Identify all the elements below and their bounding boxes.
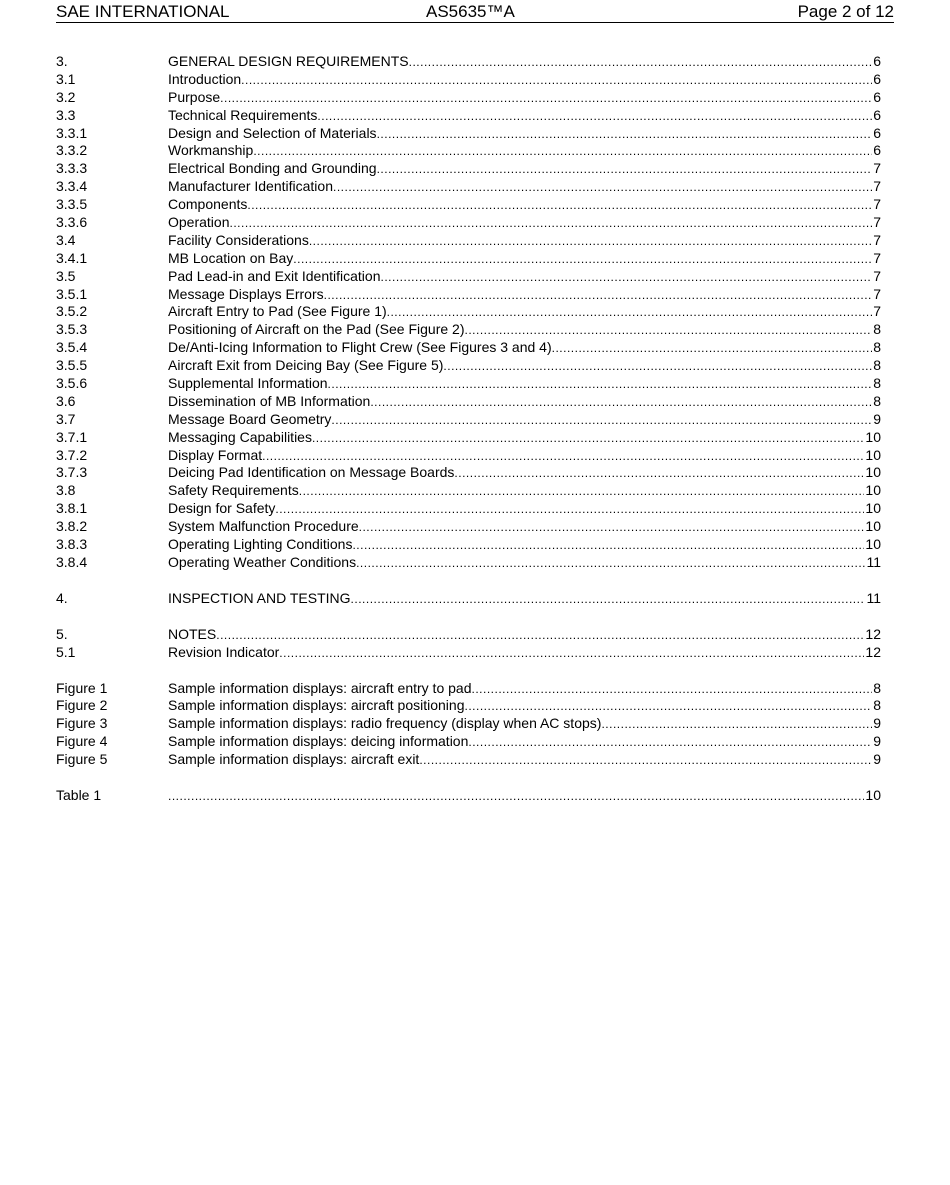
toc-entry-number: 3.3.6 [56, 214, 88, 231]
toc-entry-title: System Malfunction Procedure [168, 518, 359, 535]
toc-entry[interactable] [56, 214, 881, 232]
toc-entry-page: 9 [873, 410, 881, 427]
dot-leader [216, 627, 864, 645]
dot-leader [309, 233, 872, 251]
toc-entry[interactable] [56, 250, 881, 268]
dot-leader [471, 681, 872, 699]
toc-entry-page: 8 [873, 357, 881, 374]
toc-entry-line [168, 715, 881, 734]
toc-entry-page: 11 [866, 553, 881, 570]
toc-entry-line [168, 107, 881, 126]
dot-leader [351, 591, 866, 609]
dot-leader [370, 394, 872, 412]
dot-leader [293, 251, 872, 269]
dot-leader [352, 537, 864, 555]
org-name: SAE INTERNATIONAL [56, 2, 230, 21]
toc-entry-number: 3.8 [56, 482, 76, 499]
toc-entry-number: 3.5.3 [56, 321, 88, 338]
toc-entry-title: Manufacturer Identification [168, 178, 333, 195]
toc-entry[interactable] [56, 89, 881, 107]
toc-entry-number: Figure 3 [56, 715, 108, 732]
dot-leader [229, 215, 872, 233]
toc-entry-line [168, 536, 881, 555]
toc-entry-line [168, 393, 881, 412]
toc-entry-line [168, 644, 881, 663]
toc-entry-line [168, 500, 881, 519]
toc-entry-page: 8 [873, 339, 881, 356]
toc-entry-page: 10 [865, 518, 881, 535]
toc-entry-page: 10 [865, 536, 881, 553]
toc-entry-line [168, 590, 881, 609]
toc-entry-title: Pad Lead-in and Exit Identification [168, 267, 381, 284]
toc-entry[interactable] [56, 160, 881, 178]
dot-leader [454, 465, 864, 483]
toc-entry-title: Display Format [168, 446, 263, 463]
toc-entry-line [168, 268, 881, 287]
dot-leader [464, 698, 872, 716]
dot-leader [552, 340, 873, 358]
toc-entry-page: 7 [873, 285, 881, 302]
toc-entry-page: 7 [873, 249, 881, 266]
toc-entry-page: 8 [873, 679, 881, 696]
toc-entry-line [168, 286, 881, 305]
toc-entry-number: 3.5.1 [56, 285, 88, 302]
toc-entry-number: 3.8.3 [56, 536, 88, 553]
toc-entry-page: 6 [873, 88, 881, 105]
toc-section-notes [56, 626, 881, 662]
document-number: AS5635™A [426, 2, 515, 21]
toc-entry[interactable] [56, 178, 881, 196]
toc-entry-page: 6 [873, 70, 881, 87]
toc-entry-number: Table 1 [56, 786, 102, 803]
toc-entry-number: 3.6 [56, 392, 76, 409]
dot-leader [247, 197, 872, 215]
toc-entry-line [168, 89, 881, 108]
toc-entry[interactable] [56, 751, 881, 769]
toc-entry-number: 3.7.1 [56, 428, 88, 445]
toc-entry-page: 7 [873, 214, 881, 231]
toc-entry-line [168, 339, 881, 358]
toc-entry[interactable] [56, 268, 881, 286]
dot-leader [299, 483, 865, 501]
toc-entry-title: Messaging Capabilities [168, 428, 312, 445]
dot-leader [317, 108, 872, 126]
dot-leader [601, 716, 872, 734]
toc-entry-title: Sample information displays: deicing information [168, 733, 469, 750]
toc-section-inspection [56, 590, 881, 608]
toc-entry-number: 5.1 [56, 643, 76, 660]
toc-entry-page: 8 [873, 321, 881, 338]
toc-entry[interactable] [56, 411, 881, 429]
toc-entry-page: 8 [873, 375, 881, 392]
toc-entry[interactable] [56, 71, 881, 89]
dot-leader [409, 54, 873, 72]
toc-entry[interactable] [56, 429, 881, 447]
dot-leader [168, 788, 864, 806]
dot-leader [377, 126, 873, 144]
toc-entry-title: Positioning of Aircraft on the Pad (See Figure 2) [168, 321, 465, 338]
toc-entry[interactable] [56, 680, 881, 698]
toc-entry-title: Purpose [168, 88, 221, 105]
dot-leader [220, 90, 872, 108]
toc-entry[interactable] [56, 500, 881, 518]
toc-entry-page: 10 [865, 786, 881, 803]
toc-entry-number: 3.7.3 [56, 464, 88, 481]
toc-entry[interactable] [56, 142, 881, 160]
dot-leader [356, 555, 865, 573]
toc-entry-line [168, 232, 881, 251]
toc-entry-number: 3.5.2 [56, 303, 88, 320]
dot-leader [312, 430, 864, 448]
toc-entry-line [168, 554, 881, 573]
toc-entry-title: Sample information displays: radio frequency (display when AC stops) [168, 715, 602, 732]
toc-entry-line [168, 214, 881, 233]
toc-entry-title: INSPECTION AND TESTING [168, 589, 351, 606]
toc-entry-title: Operating Weather Conditions [168, 553, 357, 570]
dot-leader [419, 752, 872, 770]
toc-entry-title: Operation [168, 214, 230, 231]
toc-entry[interactable] [56, 787, 881, 805]
toc-entry[interactable] [56, 733, 881, 751]
toc-entry[interactable] [56, 375, 881, 393]
toc-entry[interactable] [56, 464, 881, 482]
toc-entry[interactable] [56, 303, 881, 321]
dot-leader [241, 72, 872, 90]
toc-entry-page: 7 [873, 303, 881, 320]
toc-entry-title: Introduction [168, 70, 242, 87]
page-indicator: Page 2 of 12 [797, 2, 894, 21]
toc-entry[interactable] [56, 125, 881, 143]
toc-entry-number: 3.5 [56, 267, 76, 284]
toc-entry-line [168, 375, 881, 394]
toc-entry-page: 8 [873, 697, 881, 714]
toc-entry-title: Operating Lighting Conditions [168, 536, 353, 553]
toc-entry-line [168, 411, 881, 430]
toc-entry-number: 3.8.1 [56, 500, 88, 517]
toc-entry[interactable] [56, 357, 881, 375]
toc-entry-line [168, 447, 881, 466]
toc-entry-title: Workmanship [168, 142, 254, 159]
toc-entry-title: Message Displays Errors [168, 285, 324, 302]
toc-entry-number: 3.5.6 [56, 375, 88, 392]
dot-leader [331, 412, 872, 430]
dot-leader [279, 645, 864, 663]
toc-entry-title: Deicing Pad Identification on Message Boards [168, 464, 455, 481]
toc-entry-line [168, 482, 881, 501]
toc-entry-title: Sample information displays: aircraft positioning [168, 697, 465, 714]
toc-entry-line [168, 787, 881, 806]
toc-entry-line [168, 250, 881, 269]
toc-entry-line [168, 464, 881, 483]
dot-leader [328, 376, 873, 394]
toc-entry[interactable] [56, 626, 881, 644]
toc-entry-number: 5. [56, 625, 68, 642]
toc-entry-page: 12 [865, 643, 881, 660]
toc-entry[interactable] [56, 644, 881, 662]
toc-entry-page: 9 [873, 715, 881, 732]
toc-entry-title: GENERAL DESIGN REQUIREMENTS [168, 53, 409, 69]
toc-entry-page: 8 [873, 392, 881, 409]
toc-entry[interactable] [56, 518, 881, 536]
toc-entry-page: 6 [873, 124, 881, 141]
toc-entry-page: 7 [873, 160, 881, 177]
toc-entry-number: 3.3 [56, 106, 76, 123]
toc-entry[interactable] [56, 447, 881, 465]
toc-entry[interactable] [56, 53, 881, 71]
dot-leader [443, 358, 872, 376]
toc-entry-page: 7 [873, 267, 881, 284]
toc-entry-title: Supplemental Information [168, 375, 328, 392]
toc-entry-page: 7 [873, 196, 881, 213]
toc-entry-page: 6 [873, 142, 881, 159]
toc-entry-title: Sample information displays: aircraft exit [168, 751, 420, 768]
toc-entry-number: Figure 5 [56, 751, 108, 768]
toc-entry-number: Figure 4 [56, 733, 108, 750]
toc-entry-line [168, 751, 881, 770]
toc-entry-line [168, 626, 881, 645]
toc-entry-line [168, 321, 881, 340]
toc-entry-page: 9 [873, 751, 881, 768]
toc-entry-page: 10 [865, 500, 881, 517]
toc-entry-title: Components [168, 196, 248, 213]
toc-entry-page: 9 [873, 733, 881, 750]
toc-entry-number: 3.4 [56, 231, 76, 248]
toc-entry-line [168, 125, 881, 144]
toc-entry-number: 3.1 [56, 70, 76, 87]
toc-entry-line [168, 733, 881, 752]
toc-entry-page: 7 [873, 231, 881, 248]
dot-leader [333, 179, 872, 197]
page-header [56, 2, 894, 23]
toc-entry-title: Design and Selection of Materials [168, 124, 377, 141]
toc-entry-title: Dissemination of MB Information [168, 392, 371, 409]
toc-entry[interactable] [56, 196, 881, 214]
toc-entry-number: 4. [56, 589, 68, 606]
toc-entry-page: 10 [865, 464, 881, 481]
toc-entry-number: 3.5.5 [56, 357, 88, 374]
toc-entry-title: Aircraft Exit from Deicing Bay (See Figure 5) [168, 357, 444, 374]
dot-leader [468, 734, 872, 752]
dot-leader [253, 143, 872, 161]
toc-entry-number: 3.7.2 [56, 446, 88, 463]
dot-leader [387, 304, 873, 322]
toc-entry-line [168, 680, 881, 699]
toc-entry-number: 3.3.2 [56, 142, 88, 159]
toc-entry-number: 3.8.4 [56, 553, 88, 570]
dot-leader [380, 269, 872, 287]
toc-entry-line [168, 196, 881, 215]
toc-entry-title: NOTES [168, 625, 217, 642]
toc-entry-number: 3.7 [56, 410, 76, 427]
toc-entry-page: 7 [873, 178, 881, 195]
dot-leader [465, 322, 873, 340]
toc-entry-page: 10 [865, 428, 881, 445]
toc-entry-page: 12 [865, 625, 881, 642]
toc-entry-title: Safety Requirements [168, 482, 299, 499]
toc-entry-number: 3.3.5 [56, 196, 88, 213]
toc-entry-line [168, 303, 881, 322]
toc-entry[interactable] [56, 590, 881, 608]
toc-entry-line [168, 142, 881, 161]
toc-entry-line [168, 697, 881, 716]
toc-entry-page: 6 [873, 106, 881, 123]
toc-entry-number: 3.4.1 [56, 249, 88, 266]
dot-leader [275, 501, 864, 519]
toc-entry-title: Electrical Bonding and Grounding [168, 160, 377, 177]
toc-entry-number: Figure 2 [56, 697, 108, 714]
toc-entry-line [168, 357, 881, 376]
toc-entry-line [168, 518, 881, 537]
toc-entry-title: MB Location on Bay [168, 249, 294, 266]
toc-entry[interactable] [56, 697, 881, 715]
table-of-contents [56, 53, 881, 805]
toc-entry[interactable] [56, 554, 881, 572]
toc-entry-number: 3.2 [56, 88, 76, 105]
toc-entry[interactable] [56, 321, 881, 339]
toc-entry-number: 3. [56, 53, 68, 69]
dot-leader [262, 448, 864, 466]
toc-entry-page: 10 [865, 446, 881, 463]
toc-entry-line [168, 429, 881, 448]
toc-entry-number: 3.3.4 [56, 178, 88, 195]
toc-entry-line [168, 71, 881, 90]
toc-section-tables [56, 787, 881, 805]
dot-leader [324, 287, 873, 305]
toc-entry-number: 3.3.1 [56, 124, 88, 141]
toc-entry[interactable] [56, 339, 881, 357]
toc-entry-title: Revision Indicator [168, 643, 280, 660]
toc-entry-title: Facility Considerations [168, 231, 309, 248]
toc-entry-line [168, 53, 881, 72]
toc-entry-number: 3.5.4 [56, 339, 88, 356]
toc-section-main [56, 53, 881, 572]
toc-entry[interactable] [56, 232, 881, 250]
toc-entry-number: 3.8.2 [56, 518, 88, 535]
toc-entry-title: De/Anti-Icing Information to Flight Crew (See Figures 3 and 4) [168, 339, 552, 356]
toc-entry[interactable] [56, 482, 881, 500]
toc-entry-page: 11 [866, 589, 881, 606]
toc-entry[interactable] [56, 107, 881, 125]
toc-entry-line [168, 160, 881, 179]
dot-leader [359, 519, 865, 537]
toc-entry-number: Figure 1 [56, 679, 108, 696]
toc-section-figures [56, 680, 881, 769]
toc-entry-title: Aircraft Entry to Pad (See Figure 1) [168, 303, 387, 320]
toc-entry-page: 10 [865, 482, 881, 499]
toc-entry[interactable] [56, 715, 881, 733]
toc-entry-title: Design for Safety [168, 500, 276, 517]
toc-entry[interactable] [56, 536, 881, 554]
dot-leader [377, 161, 873, 179]
toc-entry-page: 6 [873, 53, 881, 69]
toc-entry[interactable] [56, 393, 881, 411]
toc-entry-number: 3.3.3 [56, 160, 88, 177]
toc-entry-title: Message Board Geometry [168, 410, 332, 427]
toc-entry-title: Technical Requirements [168, 106, 318, 123]
toc-entry-title: Sample information displays: aircraft entry to pad [168, 679, 472, 696]
toc-entry-line [168, 178, 881, 197]
toc-entry[interactable] [56, 286, 881, 304]
